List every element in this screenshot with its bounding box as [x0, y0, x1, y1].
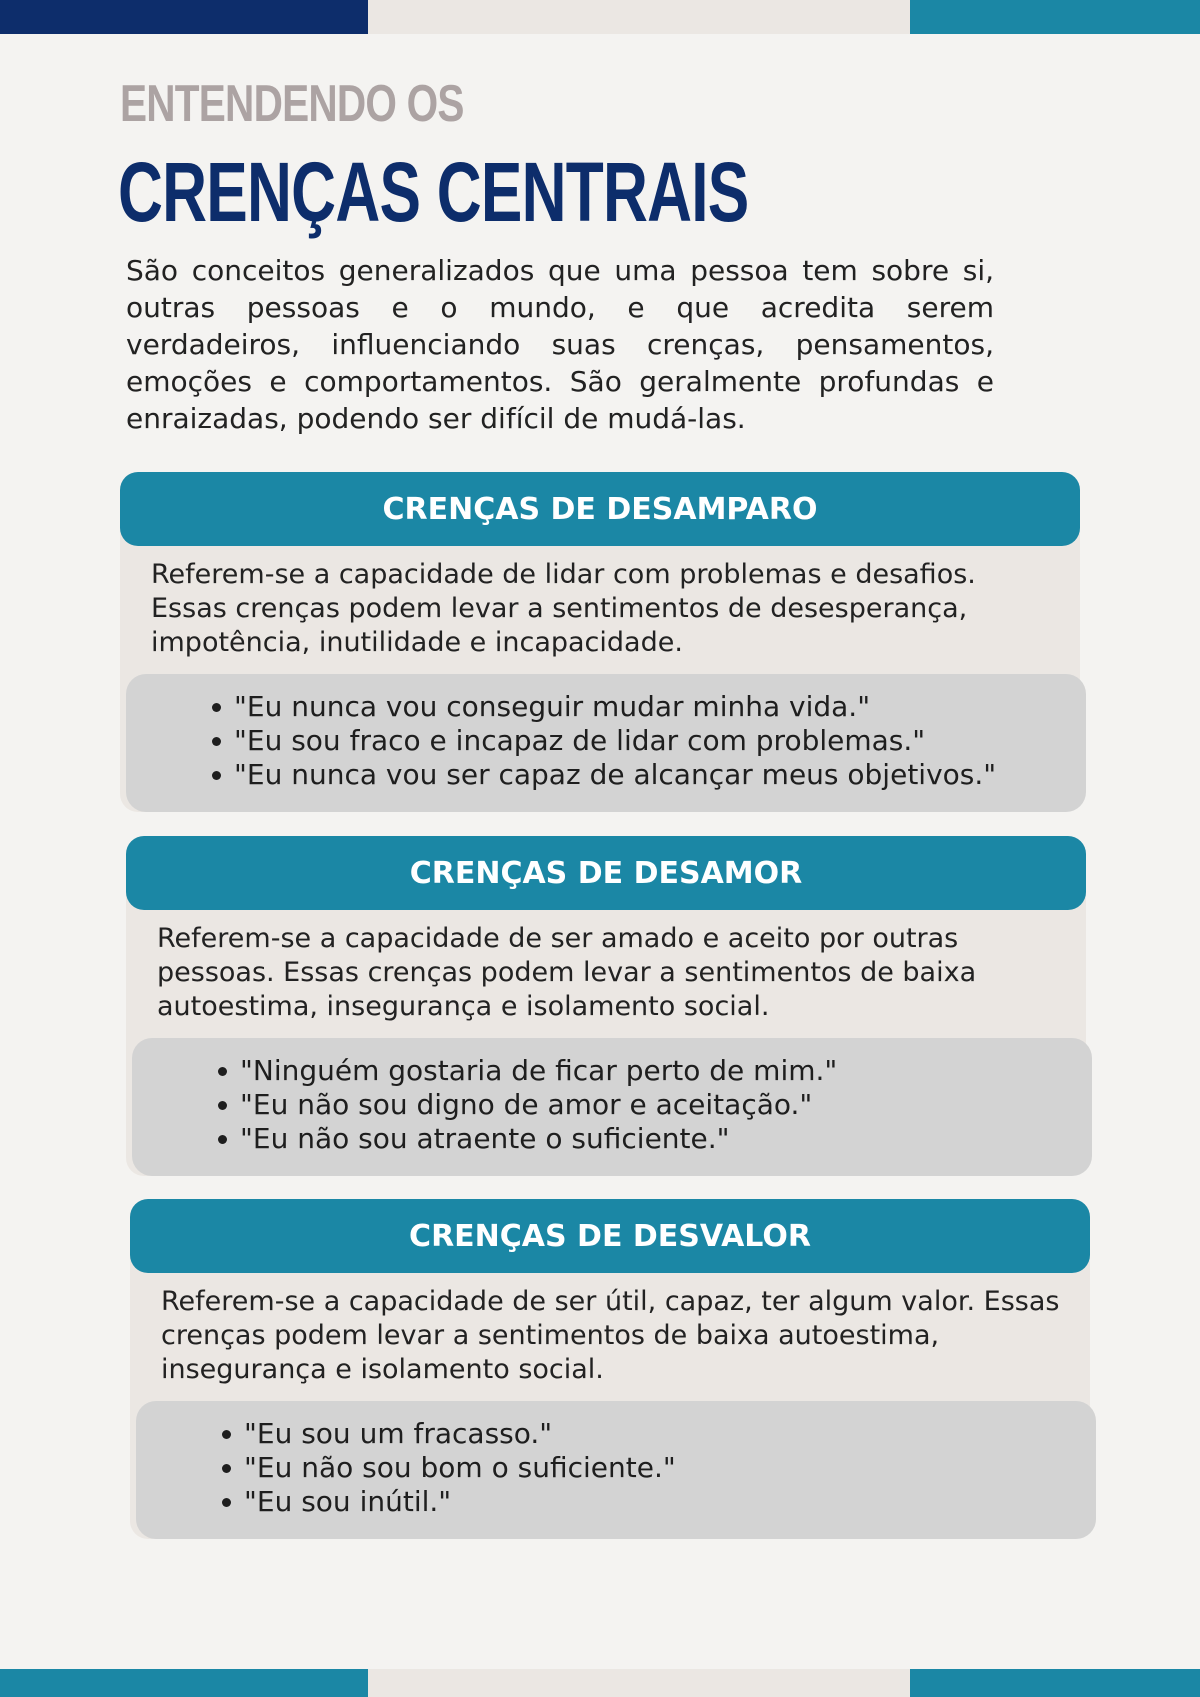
examples-list	[132, 1054, 1092, 1156]
belief-card-desvalor	[130, 1199, 1090, 1539]
card-description: Referem-se a capacidade de ser amado e aceito por outras pessoas. Essas crenças podem levar a sentimentos de baixa autoestima, insegurança e isolamento social.	[157, 923, 977, 1022]
belief-card-desamor	[126, 836, 1086, 1176]
page-kicker: ENTENDENDO OS	[120, 75, 464, 133]
example-item: "Eu não sou bom o suficiente."	[244, 1451, 1096, 1485]
top-bar-beige-segment	[368, 0, 910, 34]
top-bar-navy-segment	[0, 0, 368, 34]
examples-box	[132, 1038, 1092, 1176]
example-item: "Eu não sou atraente o suficiente."	[240, 1122, 1092, 1156]
card-heading: CRENÇAS DE DESAMOR	[126, 836, 1086, 910]
page-title: CRENÇAS CENTRAIS	[118, 145, 749, 239]
example-item: "Eu nunca vou conseguir mudar minha vida."	[234, 690, 1086, 724]
example-item: "Eu nunca vou ser capaz de alcançar meus objetivos."	[234, 758, 1086, 792]
belief-card-desamparo	[120, 472, 1080, 812]
example-item: "Ninguém gostaria de ficar perto de mim."	[240, 1054, 1092, 1088]
card-description: Referem-se a capacidade de lidar com problemas e desafios. Essas crenças podem levar a sentimentos de desesperança, impotência, inutilidade e incapacidade.	[151, 559, 976, 658]
example-item: "Eu sou inútil."	[244, 1485, 1096, 1519]
example-item: "Eu sou fraco e incapaz de lidar com problemas."	[234, 724, 1086, 758]
card-heading: CRENÇAS DE DESVALOR	[130, 1199, 1090, 1273]
bottom-bar-teal-segment-right	[910, 1669, 1200, 1697]
examples-list	[126, 690, 1086, 792]
card-description: Referem-se a capacidade de ser útil, capaz, ter algum valor. Essas crenças podem levar a sentimentos de baixa autoestima, insegurança e isolamento social.	[161, 1286, 1060, 1385]
bottom-bar-teal-segment	[0, 1669, 368, 1697]
examples-box	[136, 1401, 1096, 1539]
top-bar-teal-segment	[910, 0, 1200, 34]
example-item: "Eu não sou digno de amor e aceitação."	[240, 1088, 1092, 1122]
example-item: "Eu sou um fracasso."	[244, 1417, 1096, 1451]
top-color-bar	[0, 0, 1200, 34]
bottom-bar-beige-segment	[368, 1669, 910, 1697]
intro-paragraph: São conceitos generalizados que uma pessoa tem sobre si, outras pessoas e o mundo, e que acredita serem verdadeiros, influenciando suas crenças, pensamentos, emoções e comportamentos. São geralmente profundas e enraizadas, podendo ser difícil de mudá-las.	[126, 254, 994, 435]
card-heading: CRENÇAS DE DESAMPARO	[120, 472, 1080, 546]
examples-box	[126, 674, 1086, 812]
bottom-color-bar	[0, 1669, 1200, 1697]
examples-list	[136, 1417, 1096, 1519]
